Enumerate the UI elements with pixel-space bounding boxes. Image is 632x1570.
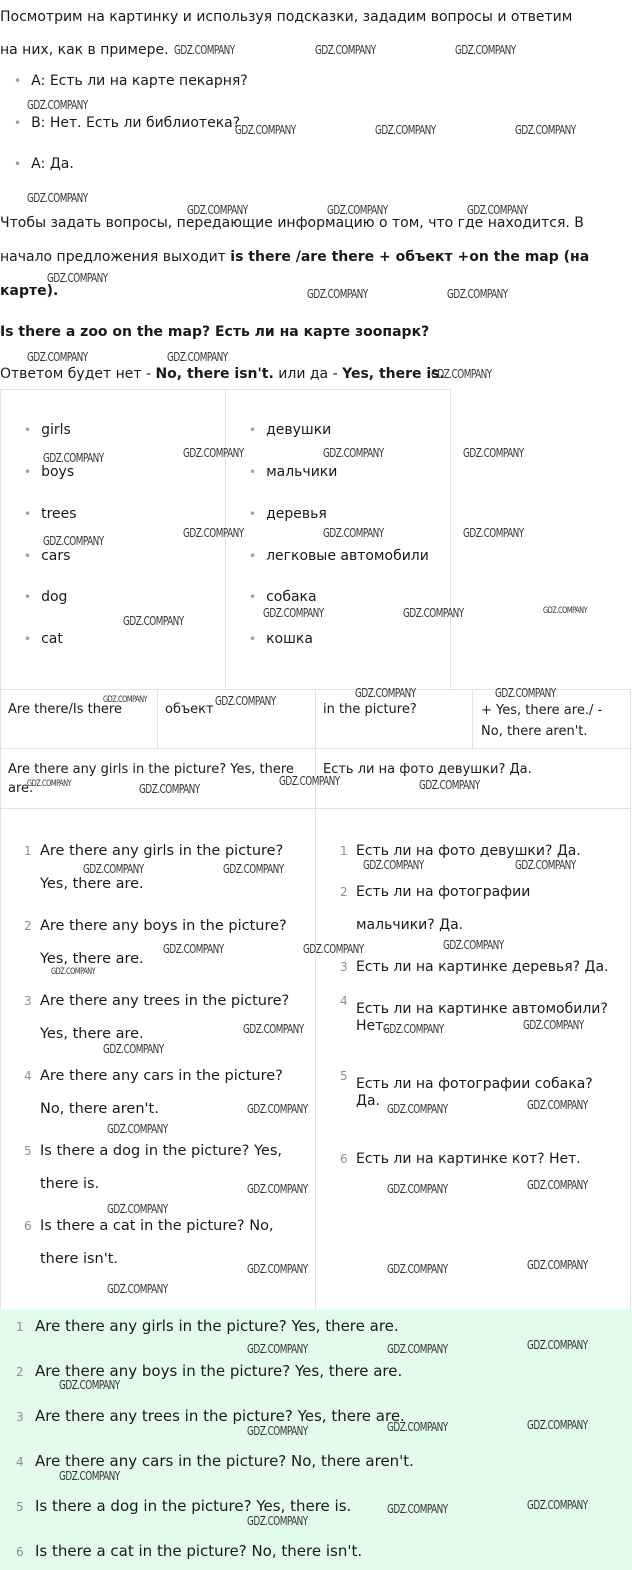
watermark: GDZ.COMPANY	[303, 942, 364, 956]
watermark: GDZ.COMPANY	[543, 606, 588, 616]
watermark: GDZ.COMPANY	[223, 862, 284, 876]
watermark: GDZ.COMPANY	[123, 614, 184, 628]
watermark: GDZ.COMPANY	[355, 686, 416, 700]
watermark: GDZ.COMPANY	[27, 191, 88, 205]
vocab-en-trees: • trees	[24, 506, 77, 522]
pattern-object: объект	[165, 702, 214, 717]
vocab-ru-boys: • мальчики	[249, 464, 337, 480]
watermark: GDZ.COMPANY	[387, 1342, 448, 1356]
answer-en-2: 2 Are there any boys in the picture? Yes, there are.	[24, 918, 287, 967]
watermark: GDZ.COMPANY	[174, 43, 235, 57]
intro-line-2: на них, как в примере.	[0, 42, 169, 58]
final-item-3: 3 Are there any trees in the picture? Yes, there are.	[16, 1407, 405, 1425]
answer-ru-4: 4 Есть ли на картинке автомобили? Нет.	[340, 994, 608, 1034]
watermark: GDZ.COMPANY	[375, 123, 436, 137]
explanation-line-2: начало предложения выходит is there /are there + объект +on the map (на	[0, 249, 590, 265]
vocab-ru-cars: • легковые автомобили	[249, 548, 429, 564]
watermark: GDZ.COMPANY	[387, 1502, 448, 1516]
watermark: GDZ.COMPANY	[527, 1258, 588, 1272]
watermark: GDZ.COMPANY	[315, 43, 376, 57]
vocab-en-girls: • girls	[24, 422, 71, 438]
watermark: GDZ.COMPANY	[183, 446, 244, 460]
watermark: GDZ.COMPANY	[515, 858, 576, 872]
final-item-5: 5 Is there a dog in the picture? Yes, there is.	[16, 1497, 352, 1515]
watermark: GDZ.COMPANY	[59, 1469, 120, 1483]
watermark: GDZ.COMPANY	[527, 1418, 588, 1432]
pattern-question-word: Are there/Is there	[8, 702, 122, 717]
watermark: GDZ.COMPANY	[247, 1342, 308, 1356]
watermark: GDZ.COMPANY	[247, 1424, 308, 1438]
watermark: GDZ.COMPANY	[51, 967, 96, 977]
watermark: GDZ.COMPANY	[103, 1042, 164, 1056]
watermark: GDZ.COMPANY	[527, 1178, 588, 1192]
watermark: GDZ.COMPANY	[167, 350, 228, 364]
watermark: GDZ.COMPANY	[387, 1182, 448, 1196]
watermark: GDZ.COMPANY	[247, 1102, 308, 1116]
watermark: GDZ.COMPANY	[247, 1182, 308, 1196]
explanation-line-3: карте).	[0, 283, 59, 299]
watermark: GDZ.COMPANY	[215, 694, 276, 708]
vocab-ru-dog: • собака	[249, 589, 317, 605]
watermark: GDZ.COMPANY	[47, 271, 108, 285]
watermark: GDZ.COMPANY	[59, 1378, 120, 1392]
watermark: GDZ.COMPANY	[183, 526, 244, 540]
vocab-en-boys: • boys	[24, 464, 74, 480]
watermark: GDZ.COMPANY	[463, 526, 524, 540]
watermark: GDZ.COMPANY	[523, 1018, 584, 1032]
watermark: GDZ.COMPANY	[187, 203, 248, 217]
watermark: GDZ.COMPANY	[83, 862, 144, 876]
watermark: GDZ.COMPANY	[247, 1514, 308, 1528]
watermark: GDZ.COMPANY	[387, 1420, 448, 1434]
watermark: GDZ.COMPANY	[163, 942, 224, 956]
watermark: GDZ.COMPANY	[443, 938, 504, 952]
watermark: GDZ.COMPANY	[527, 1338, 588, 1352]
watermark: GDZ.COMPANY	[515, 123, 576, 137]
pattern-location: in the picture?	[323, 702, 417, 717]
watermark: GDZ.COMPANY	[107, 1202, 168, 1216]
watermark: GDZ.COMPANY	[27, 350, 88, 364]
watermark: GDZ.COMPANY	[403, 606, 464, 620]
vocab-ru-trees: • деревья	[249, 506, 327, 522]
watermark: GDZ.COMPANY	[107, 1282, 168, 1296]
example-row-en: Are there any girls in the picture? Yes, there are.	[8, 762, 294, 796]
watermark: GDZ.COMPANY	[235, 123, 296, 137]
watermark: GDZ.COMPANY	[383, 1022, 444, 1036]
watermark: GDZ.COMPANY	[323, 446, 384, 460]
example-row-ru: Есть ли на фото девушки? Да.	[323, 762, 532, 777]
watermark: GDZ.COMPANY	[279, 774, 340, 788]
answer-ru-3: 3 Есть ли на картинке деревья? Да.	[340, 959, 609, 975]
final-item-6: 6 Is there a cat in the picture? No, there isn't.	[16, 1542, 363, 1560]
answer-en-5: 5 Is there a dog in the picture? Yes, there is.	[24, 1143, 282, 1192]
watermark: GDZ.COMPANY	[447, 287, 508, 301]
vocab-en-cat: • cat	[24, 631, 63, 647]
watermark: GDZ.COMPANY	[247, 1262, 308, 1276]
watermark: GDZ.COMPANY	[103, 695, 148, 705]
watermark: GDZ.COMPANY	[263, 606, 324, 620]
vocab-ru-cat: • кошка	[249, 631, 313, 647]
watermark: GDZ.COMPANY	[527, 1498, 588, 1512]
answer-en-1: 1 Are there any girls in the picture? Yes, there are.	[24, 843, 284, 892]
vocab-en-dog: • dog	[24, 589, 67, 605]
watermark: GDZ.COMPANY	[527, 1098, 588, 1112]
final-item-1: 1 Are there any girls in the picture? Yes, there are.	[16, 1317, 399, 1335]
dialog-item-3: • А: Да.	[14, 156, 74, 172]
answer-en-4: 4 Are there any cars in the picture? No, there aren't.	[24, 1068, 283, 1117]
vocab-ru-girls: • девушки	[249, 422, 331, 438]
pattern-answer: + Yes, there are./ - No, there aren't.	[481, 703, 603, 739]
answer-ru-5: 5 Есть ли на фотографии собака? Да.	[340, 1069, 593, 1109]
watermark: GDZ.COMPANY	[27, 779, 72, 789]
answer-line: Ответом будет нет - No, there isn't. или да - Yes, there is.	[0, 366, 445, 382]
answer-ru-2: 2 Есть ли на фотографии мальчики? Да.	[340, 884, 531, 933]
watermark: GDZ.COMPANY	[363, 858, 424, 872]
watermark: GDZ.COMPANY	[139, 782, 200, 796]
watermark: GDZ.COMPANY	[463, 446, 524, 460]
answer-en-6: 6 Is there a cat in the picture? No, there isn't.	[24, 1218, 274, 1267]
watermark: GDZ.COMPANY	[419, 778, 480, 792]
watermark: GDZ.COMPANY	[455, 43, 516, 57]
watermark: GDZ.COMPANY	[43, 534, 104, 548]
dialog-item-1: • А: Есть ли на карте пекарня?	[14, 73, 248, 89]
intro-line-1: Посмотрим на картинку и используя подсказки, зададим вопросы и ответим	[0, 9, 573, 25]
final-item-4: 4 Are there any cars in the picture? No, there aren't.	[16, 1452, 414, 1470]
watermark: GDZ.COMPANY	[307, 287, 368, 301]
watermark: GDZ.COMPANY	[27, 98, 88, 112]
watermark: GDZ.COMPANY	[387, 1262, 448, 1276]
watermark: GDZ.COMPANY	[387, 1102, 448, 1116]
answer-en-3: 3 Are there any trees in the picture? Yes, there are.	[24, 993, 290, 1042]
final-item-2: 2 Are there any boys in the picture? Yes, there are.	[16, 1362, 403, 1380]
answer-ru-1: 1 Есть ли на фото девушки? Да.	[340, 843, 581, 859]
explanation-line-1: Чтобы задать вопросы, передающие информацию о том, что где находится. В	[0, 215, 584, 231]
watermark: GDZ.COMPANY	[467, 203, 528, 217]
watermark: GDZ.COMPANY	[495, 686, 556, 700]
answer-ru-6: 6 Есть ли на картинке кот? Нет.	[340, 1151, 581, 1167]
watermark: GDZ.COMPANY	[327, 203, 388, 217]
watermark: GDZ.COMPANY	[43, 451, 104, 465]
example-question: Is there a zoo on the map? Есть ли на карте зоопарк?	[0, 324, 430, 340]
watermark: GDZ.COMPANY	[243, 1022, 304, 1036]
watermark: GDZ.COMPANY	[107, 1122, 168, 1136]
watermark: GDZ.COMPANY	[323, 526, 384, 540]
dialog-item-2: • В: Нет. Есть ли библиотека?	[14, 115, 240, 131]
watermark: GDZ.COMPANY	[431, 367, 492, 381]
vocab-en-cars: • cars	[24, 548, 70, 564]
